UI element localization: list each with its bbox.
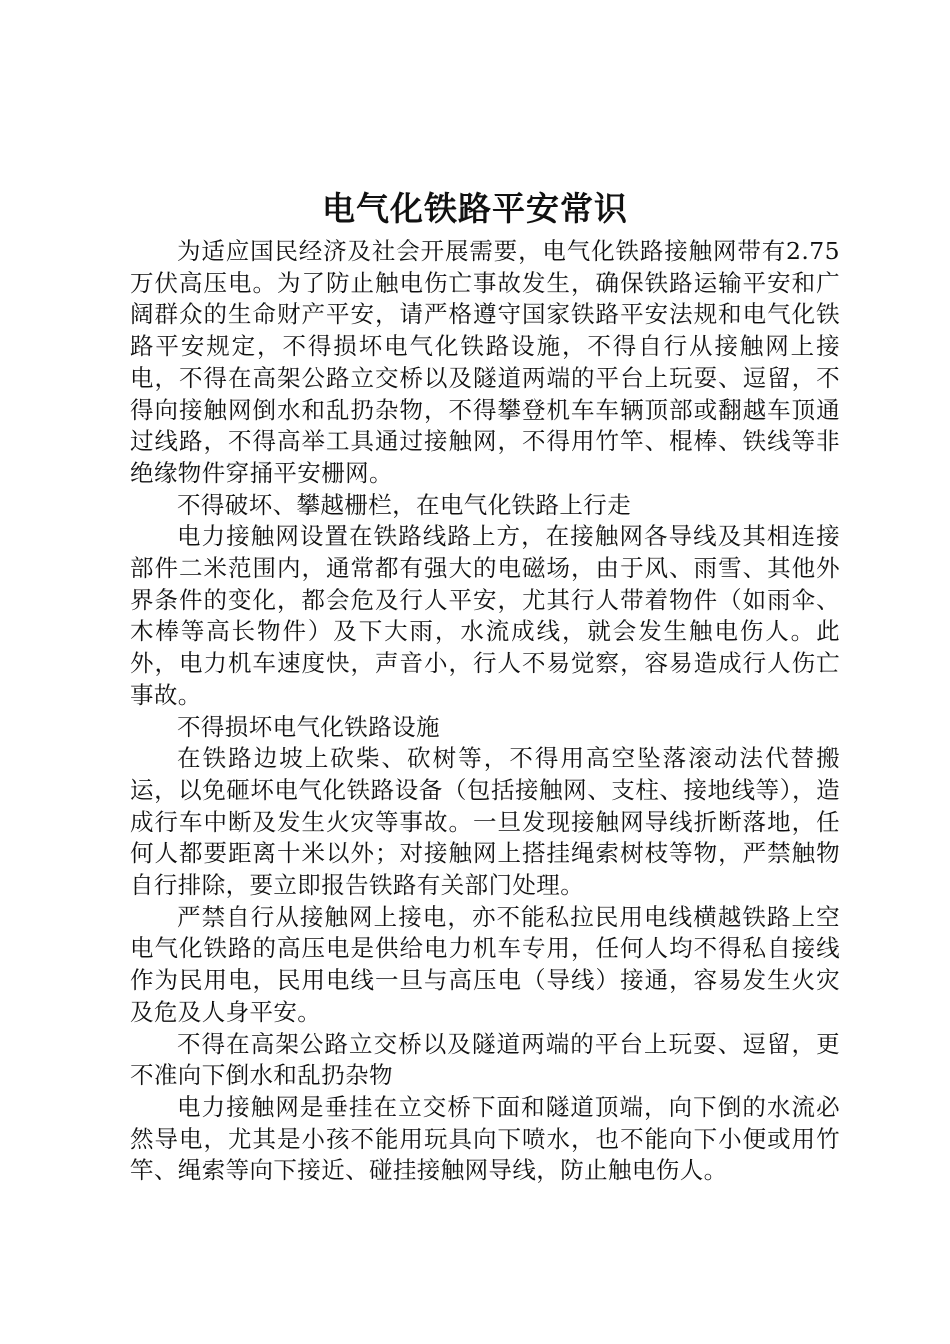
paragraph-heading-facilities: 不得损坏电气化铁路设施	[177, 712, 440, 741]
paragraph-heading-fence: 不得破坏、攀越栅栏，在电气化铁路上行走	[177, 490, 632, 519]
paragraph-no-tapping-power: 严禁自行从接触网上接电，亦不能私拉民用电线横越铁路上空电气化铁路的高压电是供给电力机车专用，任何人均不得私自接线作为民用电，民用电线一旦与高压电（导线）接通，容易发生火灾及危及人身平安。	[130, 902, 840, 1026]
paragraph-heading-overpass: 不得在高架公路立交桥以及隧道两端的平台上玩耍、逗留，更不准向下倒水和乱扔杂物	[130, 1029, 840, 1090]
paragraph-catenary-danger: 电力接触网设置在铁路线路上方，在接触网各导线及其相连接部件二米范围内，通常都有强大的电磁场，由于风、雨雪、其他外界条件的变化，都会危及行人平安，尤其行人带着物件（如雨伞、木棒等高长物件）及下大雨，水流成线，就会发生触电伤人。此外，电力机车速度快，声音小，行人不易觉察，容易造成行人伤亡事故。	[130, 522, 840, 709]
paragraph-overpass-water: 电力接触网是垂挂在立交桥下面和隧道顶端，向下倒的水流必然导电，尤其是小孩不能用玩具向下喷水，也不能向下小便或用竹竿、绳索等向下接近、碰挂接触网导线，防止触电伤人。	[130, 1092, 840, 1185]
paragraph-slope-cutting: 在铁路边坡上砍柴、砍树等，不得用高空坠落滚动法代替搬运，以免砸坏电气化铁路设备（包括接触网、支柱、接地线等），造成行车中断及发生火灾等事故。一旦发现接触网导线折断落地，任何人都要距离十米以外；对接触网上搭挂绳索树枝等物，严禁触物自行排除，要立即报告铁路有关部门处理。	[130, 744, 840, 900]
document-title: 电气化铁路平安常识	[322, 189, 628, 228]
paragraph-intro: 为适应国民经济及社会开展需要，电气化铁路接触网带有2.75万伏高压电。为了防止触电伤亡事故发生，确保铁路运输平安和广阔群众的生命财产平安，请严格遵守国家铁路平安法规和电气化铁路平安规定，不得损坏电气化铁路设施，不得自行从接触网上接电，不得在高架公路立交桥以及隧道两端的平台上玩耍、逗留，不得向接触网倒水和乱扔杂物，不得攀登机车车辆顶部或翻越车顶通过线路，不得高举工具通过接触网，不得用竹竿、棍棒、铁线等非绝缘物件穿捅平安栅网。	[130, 237, 840, 487]
document-body	[130, 236, 840, 1187]
